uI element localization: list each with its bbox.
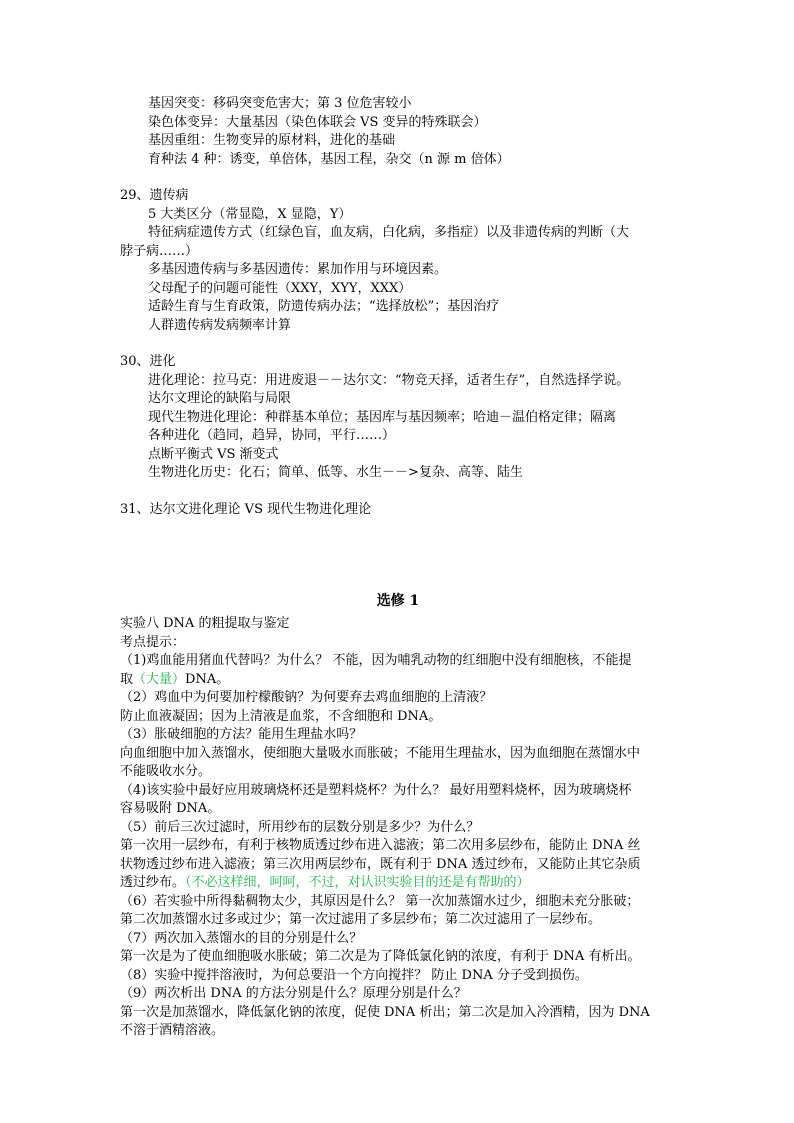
text-line: 各种进化（趋同，趋异，协同，平行……） [148, 428, 396, 443]
section-heading: 29、遗传病 [120, 188, 189, 203]
answer-6: 第二次加蒸馏水过多或过少；第一次过滤用了多层纱布；第二次过滤用了一层纱布。 [120, 912, 602, 927]
elective-section [120, 591, 676, 1041]
section-variation [120, 95, 676, 169]
hint-label: 考点提示： [120, 634, 186, 650]
text-line: 适龄生育与生育政策，防遗传病办法；“选择放松”；基因治疗 [148, 299, 500, 314]
text-line: 进化理论：拉马克：用进废退－－达尔文：“物竞天择，适者生存”，自然选择学说。 [148, 372, 630, 388]
text-line: 现代生物进化理论：种群基本单位；基因库与基因频率；哈迪－温伯格定律；隔离 [148, 409, 617, 425]
answer-text: 透过纱布。 [120, 875, 186, 890]
answer-4: 容易吸附 DNA。 [120, 801, 221, 816]
answer-5-cont: 状物透过纱布进入滤液；第三次用两层纱布，既有利于 DNA 透过纱布，又能防止其它杂质 [120, 856, 641, 872]
elective-title: 选修 1 [376, 593, 420, 609]
answer-2: 防止血液凝固；因为上清液是血浆，不含细胞和 DNA。 [120, 708, 442, 724]
question-5: （5）前后三次过滤时，所用纱布的层数分别是多少？为什么？ [120, 819, 480, 835]
text-line: 父母配子的问题可能性（XXY，XYY，XXX） [148, 280, 412, 296]
text-line: 多基因遗传病与多基因遗传：累加作用与环境因素。 [148, 262, 448, 277]
section-heading: 31、达尔文进化理论 VS 现代生物进化理论 [120, 501, 372, 517]
text-line: 基因重组：生物变异的原材料，进化的基础 [148, 133, 396, 148]
experiment-title: 实验八 DNA 的粗提取与鉴定 [120, 616, 290, 631]
answer-3: 向血细胞中加入蒸馏水，使细胞大量吸水而胀破；不能用生理盐水，因为血细胞在蒸馏水中 [120, 745, 641, 761]
text-line: 基因突变：移码突变危害大；第 3 位危害较小 [148, 96, 412, 111]
answer-5: 第一次用一层纱布，有利于核物质透过纱布进入滤液；第二次用多层纱布，能防止 DNA 丝 [120, 838, 641, 853]
text-line: 染色体变异：大量基因（染色体联会 VS 变异的特殊联会） [148, 114, 487, 130]
question-4: （4)该实验中最好应用玻璃烧杯还是塑料烧杯？为什么？ 最好用塑料烧杯，因为玻璃烧杯 [120, 782, 632, 798]
answer-text: 取 [120, 671, 134, 687]
question-2: （2）鸡血中为何要加柠檬酸钠？为何要弃去鸡血细胞的上清液？ [120, 690, 493, 705]
answer-7: 第一次是为了使血细胞吸水胀破；第二次是为了降低氯化钠的浓度，有利于 DNA 有析出。 [120, 949, 641, 964]
section-29-genetic-disease [120, 187, 676, 335]
text-line: 5 大类区分（常显隐，X 显隐，Y） [148, 206, 352, 222]
question-7: （7）两次加入蒸馏水的目的分别是什么？ [120, 930, 363, 946]
question-8: （8）实验中搅拌溶液时，为何总要沿一个方向搅拌？ 防止 DNA 分子受到损伤。 [120, 967, 588, 983]
answer-9: 第一次是加蒸馏水，降低氯化钠的浓度，促使 DNA 析出；第二次是加入冷酒精，因为 DNA [120, 1004, 650, 1020]
text-line: 达尔文理论的缺陷与局限 [148, 391, 292, 406]
text-line: 人群遗传病发病频率计算 [148, 317, 292, 333]
page-content [120, 95, 676, 1041]
green-note: （大量） [133, 671, 186, 687]
text-line: 生物进化历史：化石；简单、低等、水生－－>复杂、高等、陆生 [148, 465, 523, 480]
question-6: （6）若实验中所得黏稠物太少，其原因是什么？ 第一次加蒸馏水过少，细胞未充分胀破； [120, 893, 640, 909]
question-9: （9）两次析出 DNA 的方法分别是什么？原理分别是什么？ [120, 986, 467, 1001]
answer-5-end [120, 874, 676, 893]
question-1: （1)鸡血能用猪血代替吗？为什么？ 不能，因为哺乳动物的红细胞中没有细胞核，不能提 [120, 653, 632, 668]
text-line: 特征病症遗传方式（红绿色盲，血友病，白化病，多指症）以及非遗传病的判断（大 [148, 225, 630, 240]
text-line: 育种法 4 种：诱变，单倍体，基因工程，杂交（n 源 m 倍体） [148, 151, 510, 167]
answer-text: DNA。 [185, 671, 230, 687]
answer-9-cont: 不溶于酒精溶液。 [120, 1023, 225, 1038]
question-3: （3）胀破细胞的方法？能用生理盐水吗？ [120, 727, 363, 742]
answer-1 [120, 671, 676, 690]
answer-3-cont: 不能吸收水分。 [120, 764, 212, 779]
text-line: 脖子病……） [120, 243, 199, 259]
text-line: 点断平衡式 VS 渐变式 [148, 446, 279, 462]
green-note: （不必这样细，呵呵，不过，对认识实验目的还是有帮助的） [185, 875, 530, 890]
section-30-evolution [120, 353, 676, 483]
section-heading: 30、进化 [120, 354, 176, 369]
